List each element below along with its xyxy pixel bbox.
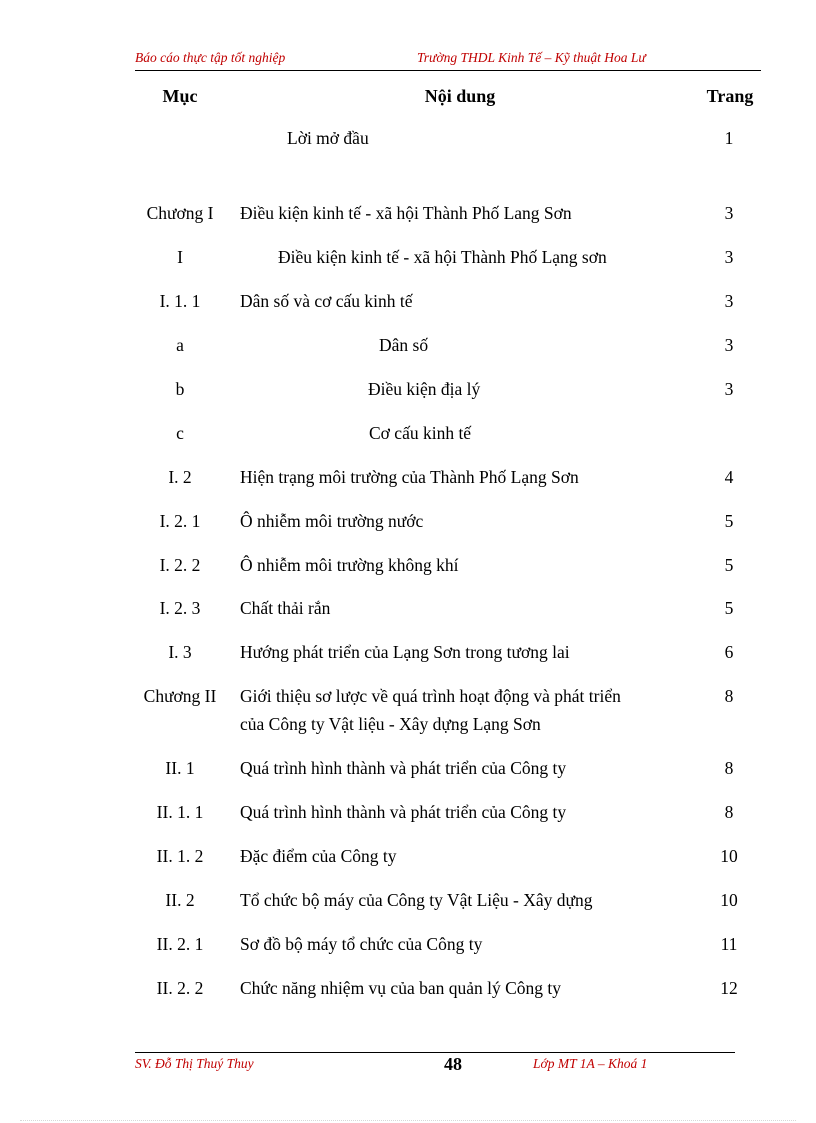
toc-page-number: 12 [720, 978, 738, 998]
toc-section-number: I. 1. 1 [159, 291, 201, 311]
toc-title: Sơ đồ bộ máy tổ chức của Công ty [240, 934, 483, 954]
toc-section-number: I. 2 [168, 467, 192, 487]
toc-section-number: a [176, 335, 184, 355]
page-header [135, 50, 761, 71]
toc-title: Dân số [379, 335, 429, 355]
toc-title: Chất thải rắn [240, 598, 331, 618]
footer-student-name: SV. Đỗ Thị Thuý Thuy [135, 1056, 254, 1071]
toc-section-number: c [176, 423, 184, 443]
toc-section-number: Chương I [146, 203, 214, 223]
toc-title: Ô nhiễm môi trường nước [240, 511, 424, 531]
toc-page-number: 3 [724, 247, 734, 267]
toc-section-number: I. 2. 1 [159, 511, 201, 531]
toc-page-number: 8 [724, 686, 734, 706]
toc-section-number: II. 2. 1 [156, 934, 204, 954]
toc-title: Điều kiện kinh tế - xã hội Thành Phố Lang Sơn [240, 203, 572, 223]
toc-title: Ô nhiễm môi trường không khí [240, 555, 459, 575]
toc-section-number: II. 1. 2 [156, 846, 204, 866]
toc-page-number: 10 [720, 890, 738, 910]
toc-title: Dân số và cơ cấu kinh tế [240, 291, 413, 311]
toc-title: Cơ cấu kinh tế [369, 423, 472, 443]
column-header-noidung: Nội dung [424, 86, 496, 106]
toc-page-number: 8 [724, 758, 734, 778]
toc-page-number: 3 [724, 203, 734, 223]
toc-page-number: 6 [724, 642, 734, 662]
toc-title: Hướng phát triển của Lạng Sơn trong tương lai [240, 642, 570, 662]
toc-title: Hiện trạng môi trường của Thành Phố Lạng Sơn [240, 467, 579, 487]
toc-section-number: II. 2 [165, 890, 195, 910]
toc-page-number: 11 [720, 934, 738, 954]
toc-title: Lời mở đầu [287, 128, 369, 148]
footer-class-name: Lớp MT 1A – Khoá 1 [533, 1056, 648, 1071]
toc-title: Điều kiện kinh tế - xã hội Thành Phố Lạng sơn [278, 247, 607, 267]
toc-page-number: 3 [724, 379, 734, 399]
toc-section-number: I [177, 247, 183, 267]
toc-page-number: 1 [724, 128, 734, 148]
toc-section-number: I. 3 [168, 642, 192, 662]
toc-page-number: 8 [724, 802, 734, 822]
footer-page-number: 48 [444, 1054, 462, 1074]
toc-page-number: 4 [724, 467, 734, 487]
toc-title: Điều kiện địa lý [368, 379, 481, 399]
page-bottom-dotted-border [20, 1120, 796, 1121]
column-header-trang: Trang [706, 86, 754, 106]
header-report-title: Báo cáo thực tập tốt nghiệp [135, 50, 286, 65]
toc-page-number: 5 [724, 555, 734, 575]
toc-title: Giới thiệu sơ lược về quá trình hoạt động và phát triển [240, 686, 621, 706]
toc-title-continuation: của Công ty Vật liệu - Xây dựng Lạng Sơn [240, 714, 541, 734]
footer-divider [135, 1052, 735, 1053]
header-school-name: Trường THDL Kinh Tế – Kỹ thuật Hoa Lư [417, 50, 646, 65]
toc-section-number: I. 2. 3 [159, 598, 201, 618]
toc-page-number: 5 [724, 598, 734, 618]
toc-title: Quá trình hình thành và phát triển của Công ty [240, 758, 567, 778]
toc-title: Quá trình hình thành và phát triển của Công ty [240, 802, 567, 822]
toc-page-number: 3 [724, 335, 734, 355]
toc-page-number: 3 [724, 291, 734, 311]
toc-page-number: 5 [724, 511, 734, 531]
toc-section-number: II. 1 [165, 758, 195, 778]
toc-title: Đặc điểm của Công ty [240, 846, 397, 866]
toc-section-number: Chương II [143, 686, 217, 706]
toc-section-number: II. 1. 1 [156, 802, 204, 822]
toc-title: Chức năng nhiệm vụ của ban quản lý Công ty [240, 978, 562, 998]
toc-section-number: I. 2. 2 [159, 555, 201, 575]
toc-page-number: 10 [720, 846, 738, 866]
toc-section-number: b [175, 379, 185, 399]
toc-title: Tổ chức bộ máy của Công ty Vật Liệu - Xây dựng [240, 890, 593, 910]
column-header-muc: Mục [162, 86, 198, 106]
toc-section-number: II. 2. 2 [156, 978, 204, 998]
